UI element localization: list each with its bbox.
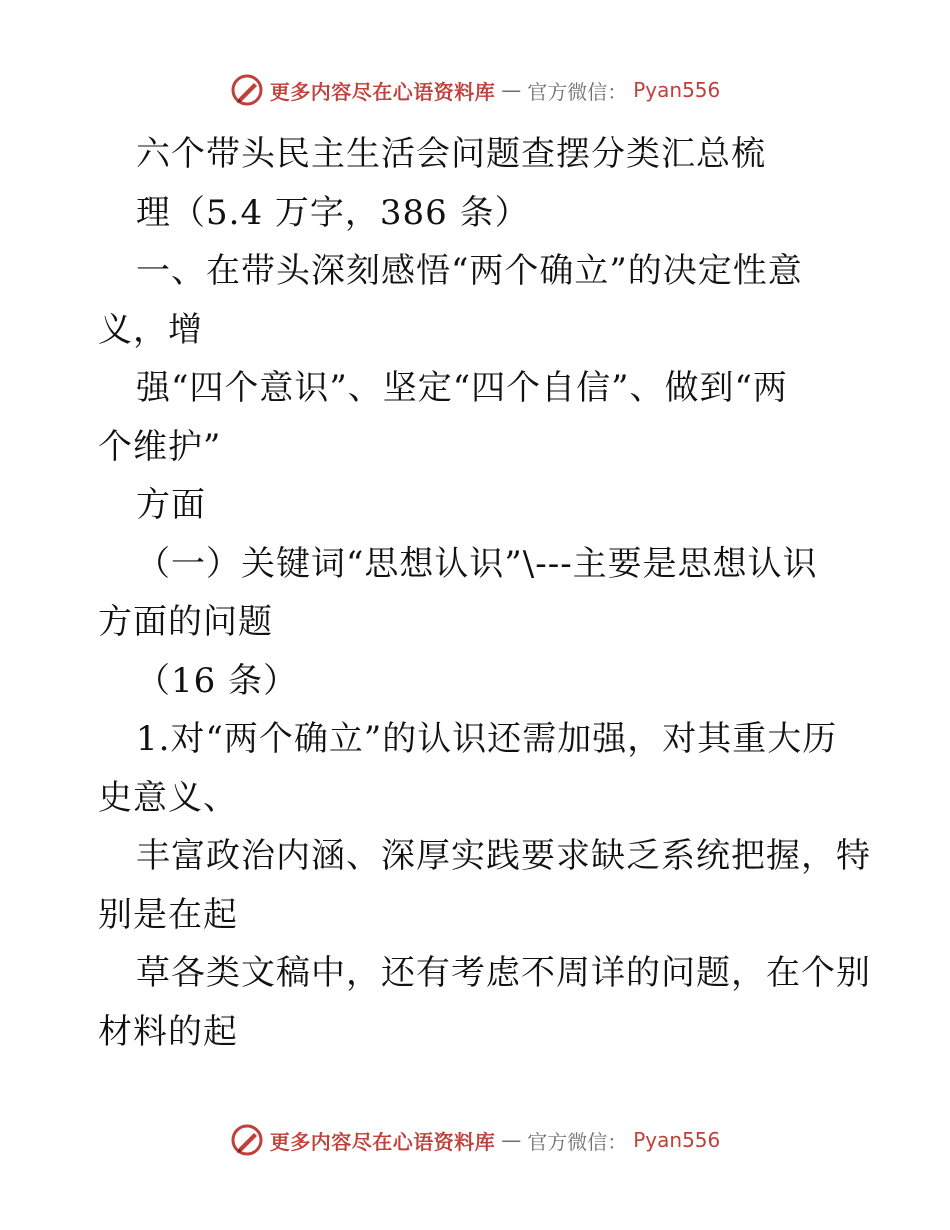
- pen-circle-icon: [230, 1123, 264, 1157]
- banner-sub-text: 官方微信：: [527, 1129, 628, 1154]
- section-heading-line-3: 强“四个意识”、坚定“四个自信”、做到“两: [136, 368, 788, 408]
- subsection-heading-line-1: （一）关键词“思想认识”\---主要是思想认识: [136, 543, 818, 584]
- pen-circle-icon: [230, 73, 264, 107]
- document-body: [98, 125, 871, 1061]
- section-heading-line-5: 方面: [136, 485, 206, 525]
- banner-main-text: 更多内容尽在心语资料库: [269, 1129, 496, 1154]
- subsection-heading-line-2: 方面的问题: [98, 602, 273, 642]
- banner-sub-text: 官方微信：: [527, 79, 628, 104]
- banner-dash: —: [501, 78, 522, 102]
- header-watermark-banner: [0, 72, 950, 108]
- section-heading-line-4: 个维护”: [98, 426, 222, 467]
- paragraph-line: 别是在起: [98, 894, 238, 935]
- banner-main-text: 更多内容尽在心语资料库: [269, 79, 496, 104]
- paragraph-line: 史意义、: [98, 777, 238, 818]
- banner-wechat-id: Pyan556: [633, 1128, 721, 1152]
- paragraph-line: 丰富政治内涵、深厚实践要求缺乏系统把握，特: [136, 836, 871, 876]
- banner-dash: —: [501, 1128, 522, 1152]
- title-line-2: 理（5.4 万字，386 条）: [136, 192, 530, 233]
- section-heading-line-2: 义，增: [98, 309, 203, 350]
- paragraph-line: 草各类文稿中，还有考虑不周详的问题，在个别: [136, 953, 871, 993]
- subsection-count: （16 条）: [136, 660, 299, 701]
- footer-watermark-banner: [0, 1122, 950, 1158]
- paragraph-line: 1.对“两个确立”的认识还需加强，对其重大历: [136, 719, 838, 759]
- banner-wechat-id: Pyan556: [633, 78, 721, 102]
- title-line-1: 六个带头民主生活会问题查摆分类汇总梳: [136, 134, 766, 174]
- section-heading-line-1: 一、在带头深刻感悟“两个确立”的决定性意: [136, 251, 803, 291]
- paragraph-line: 材料的起: [98, 1011, 238, 1052]
